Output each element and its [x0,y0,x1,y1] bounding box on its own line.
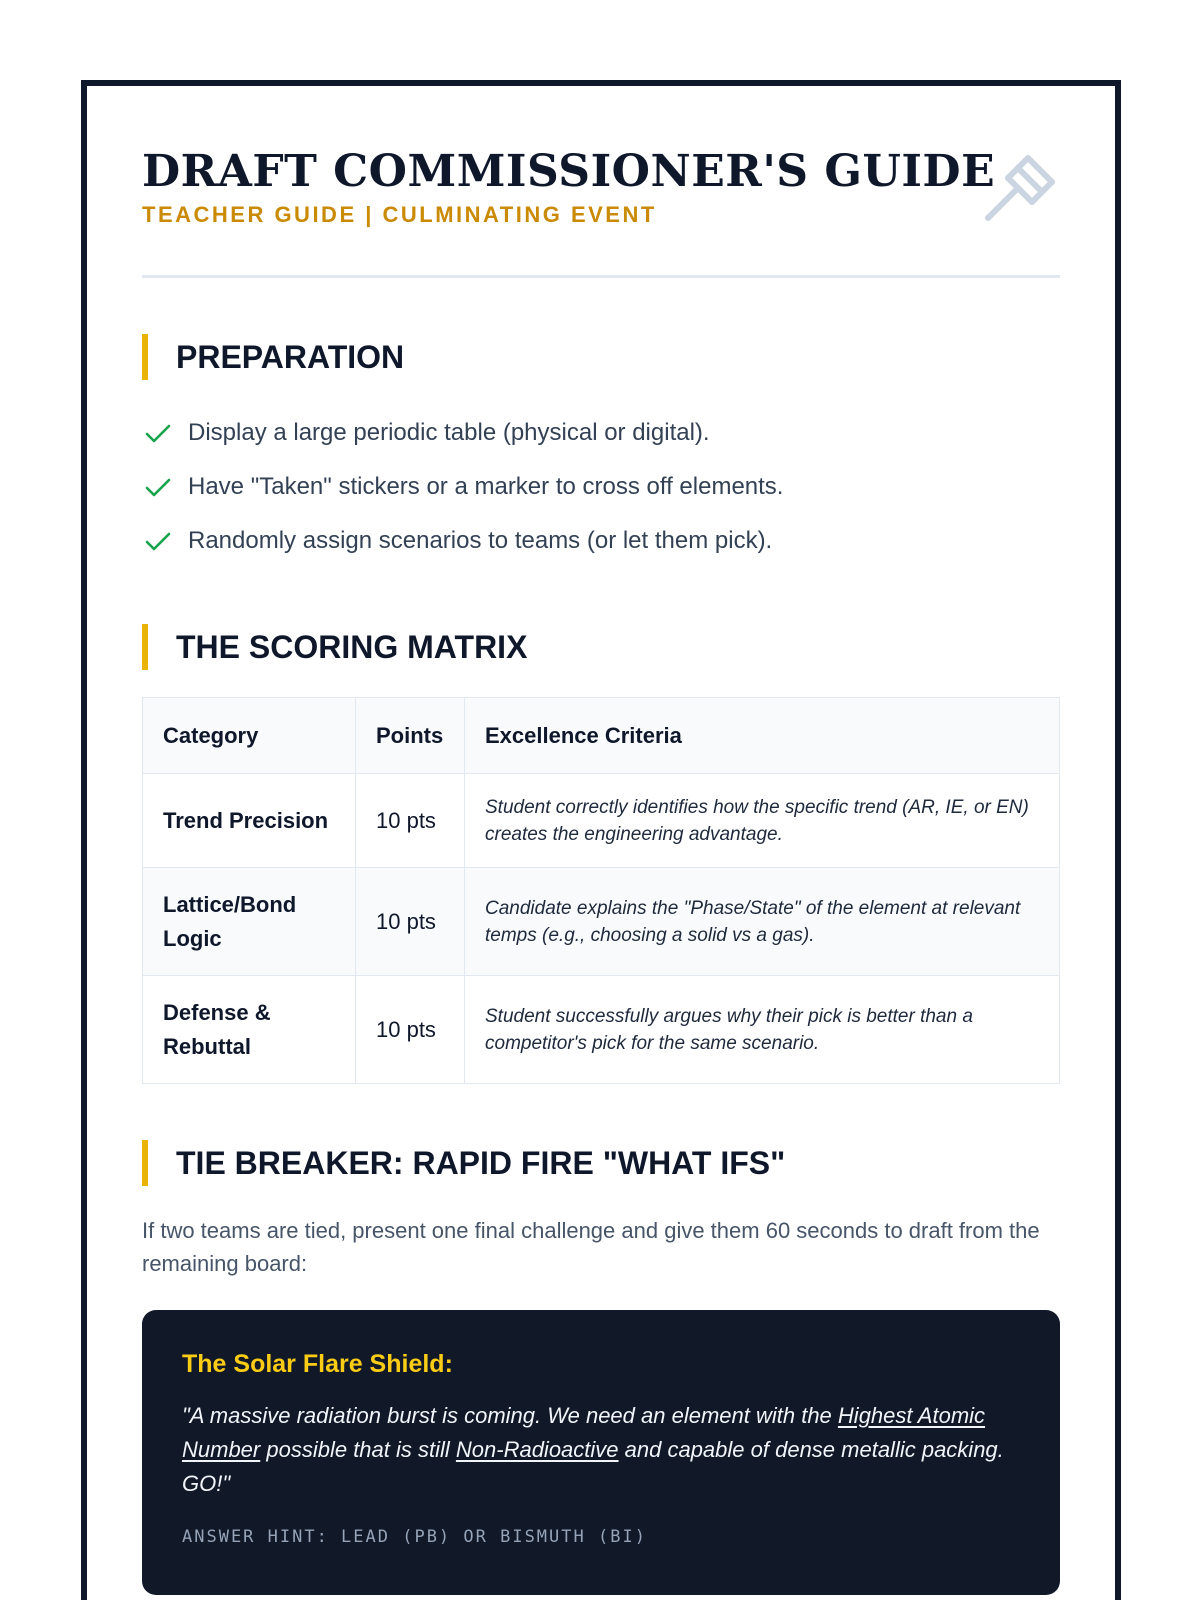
tiebreaker-heading: TIE BREAKER: RAPID FIRE "WHAT IFS" [142,1140,1060,1186]
page-title: DRAFT COMMISSIONER'S GUIDE [142,146,996,197]
scoring-table [142,697,1060,1084]
row-points: 10 pts [356,976,465,1084]
list-item-text: Display a large periodic table (physical or digital). [188,419,710,446]
row-category: Lattice/Bond Logic [143,868,356,976]
tiebreaker-intro: If two teams are tied, present one final challenge and give them 60 seconds to draft from the remaining board: [142,1218,1040,1276]
challenge-quote [182,1399,1020,1501]
table-row [143,774,1060,868]
guide-header [142,86,1060,278]
gavel-icon [982,148,1058,224]
column-header-points: Points [356,698,465,774]
column-header-category: Category [143,698,356,774]
row-criteria: Student successfully argues why their pick is better than a competitor's pick for the same scenario. [465,976,1060,1084]
page-subtitle: TEACHER GUIDE | CULMINATING EVENT [142,202,657,227]
checkmark-icon [142,525,174,557]
table-row [143,976,1060,1084]
quote-text: and capable of dense metallic packing. GO!" [182,1437,1004,1496]
preparation-heading: PREPARATION [142,334,1060,380]
row-points: 10 pts [356,774,465,868]
quote-emphasis: Highest Atomic Number [182,1403,986,1462]
challenge-title: The Solar Flare Shield: [182,1350,453,1378]
answer-hint: ANSWER HINT: LEAD (PB) OR BISMUTH (BI) [182,1527,647,1547]
list-item [142,460,1060,514]
table-header-row [143,698,1060,774]
list-item-text: Have "Taken" stickers or a marker to cross off elements. [188,473,784,500]
quote-emphasis: Non-Radioactive [455,1437,619,1462]
list-item-text: Randomly assign scenarios to teams (or let them pick). [188,527,773,554]
list-item [142,514,1060,568]
challenge-card [142,1310,1060,1595]
quote-text: possible that is still [260,1437,456,1462]
row-points: 10 pts [356,868,465,976]
quote-text: "A massive radiation burst is coming. We need an element with the [182,1403,838,1428]
preparation-checklist [142,406,1060,568]
checkmark-icon [142,417,174,449]
row-criteria: Candidate explains the "Phase/State" of the element at relevant temps (e.g., choosing a solid vs a gas). [465,868,1060,976]
list-item [142,406,1060,460]
column-header-criteria: Excellence Criteria [465,698,1060,774]
checkmark-icon [142,471,174,503]
guide-card [81,80,1121,1600]
table-row [143,868,1060,976]
row-criteria: Student correctly identifies how the specific trend (AR, IE, or EN) creates the engineering advantage. [465,774,1060,868]
row-category: Trend Precision [143,774,356,868]
row-category: Defense & Rebuttal [143,976,356,1084]
scoring-heading: THE SCORING MATRIX [142,624,1060,670]
